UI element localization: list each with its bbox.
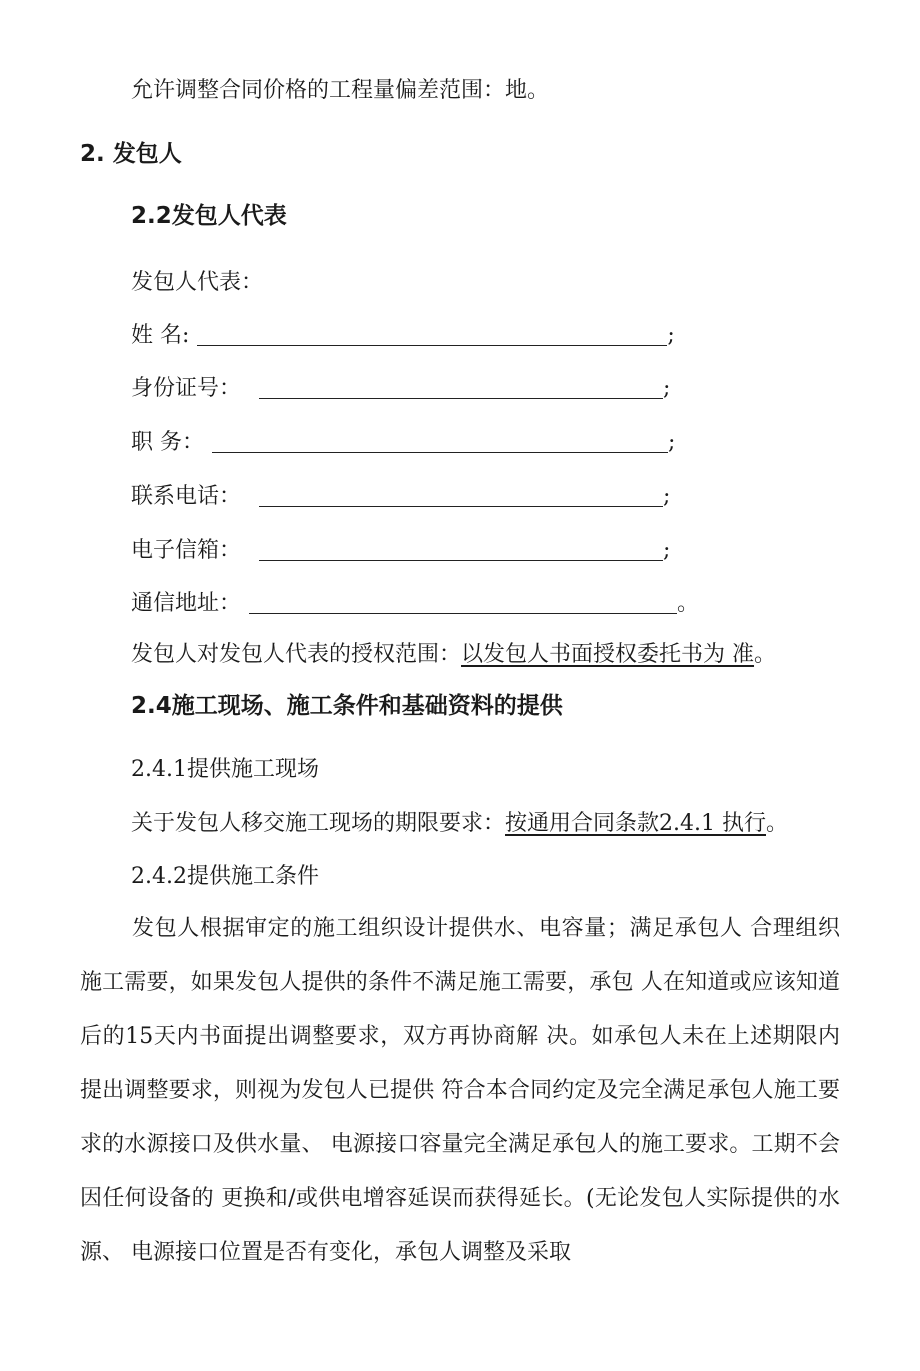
field-id-end: ; bbox=[663, 376, 671, 401]
field-id-label: 身份证号： bbox=[131, 376, 242, 401]
handover-value: 按通用合同条款2.4.1 执行 bbox=[505, 811, 766, 836]
intro-line: 允许调整合同价格的工程量偏差范围：地。 bbox=[131, 78, 550, 103]
field-phone-label: 联系电话： bbox=[131, 484, 242, 509]
auth-scope-line bbox=[131, 640, 776, 670]
field-address-end: 。 bbox=[677, 591, 700, 616]
section-2-4-2-title: 2.4.2提供施工条件 bbox=[131, 864, 319, 889]
rep-label: 发包人代表： bbox=[131, 270, 264, 295]
field-name-end: ; bbox=[667, 323, 675, 348]
field-name bbox=[131, 321, 675, 351]
field-email-end: ; bbox=[663, 538, 671, 563]
field-phone bbox=[131, 482, 670, 512]
name-input-line[interactable] bbox=[197, 323, 667, 346]
section-2-4-1-title: 2.4.1提供施工现场 bbox=[131, 757, 319, 782]
field-address-label: 通信地址： bbox=[131, 591, 242, 616]
field-phone-end: ; bbox=[663, 484, 671, 509]
id-input-line[interactable] bbox=[259, 376, 663, 399]
address-input-line[interactable] bbox=[249, 591, 677, 614]
handover-label: 关于发包人移交施工现场的期限要求： bbox=[131, 811, 506, 836]
field-email bbox=[131, 536, 670, 566]
handover-line bbox=[131, 809, 788, 839]
section-2-title: 2. 发包人 bbox=[80, 141, 182, 167]
phone-input-line[interactable] bbox=[259, 484, 663, 507]
section-2-2-title: 2.2发包人代表 bbox=[131, 203, 287, 229]
field-email-label: 电子信箱： bbox=[131, 538, 242, 563]
field-position-end: ; bbox=[668, 430, 676, 455]
auth-scope-value: 以发包人书面授权委托书为 准 bbox=[461, 642, 755, 667]
field-position-label: 职 务： bbox=[131, 430, 204, 455]
body-paragraph: 发包人根据审定的施工组织设计提供水、电容量；满足承包人 合理组织施工需要，如果发包人提供的条件不满足施工需要，承包 人在知道或应该知道后的15天内书面提出调整要求，双方再协商解 决。如承包人未在上述期限内提出调整要求，则视为发包人已提供 符合本合同约定及完全满足承包人施工要求的水源接口及供水量、 电源接口容量完全满足承包人的施工要求。工期不会因任何设备的 更换和/或供电增容延误而获得延长。(无论发包人实际提供的水源、 电源接口位置是否有变化，承包人调整及采取 bbox=[80, 916, 840, 1265]
field-id bbox=[131, 374, 670, 404]
auth-scope-end: 。 bbox=[754, 642, 777, 667]
field-position bbox=[131, 428, 675, 458]
auth-scope-label: 发包人对发包人代表的授权范围： bbox=[131, 642, 462, 667]
field-address bbox=[131, 589, 699, 619]
email-input-line[interactable] bbox=[259, 538, 663, 561]
handover-end: 。 bbox=[766, 811, 789, 836]
field-name-label: 姓 名: bbox=[131, 323, 190, 348]
section-2-4-title: 2.4施工现场、施工条件和基础资料的提供 bbox=[131, 693, 563, 719]
position-input-line[interactable] bbox=[212, 430, 668, 453]
